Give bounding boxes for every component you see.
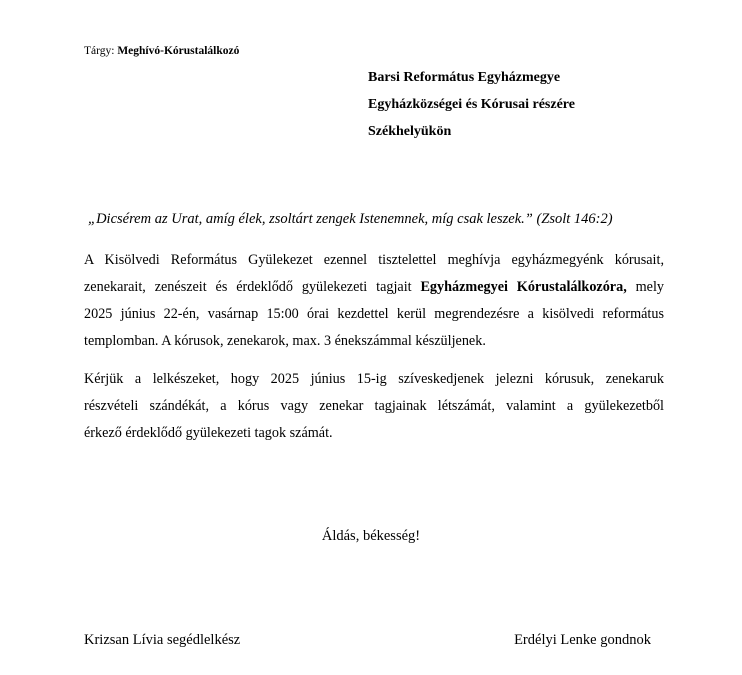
paragraph2-line-2: részvételi szándékát, a kórus vagy zenekar tagjainak létszámát, valamint a gyülekezetből [84,398,664,414]
subject-label: Tárgy: [84,45,118,57]
recipient-line-3: Székhelyükön [368,124,452,139]
paragraph1-line-3: 2025 június 22-én, vasárnap 15:00 órai kezdettel kerül megrendezésre a kisölvedi református [84,306,664,322]
paragraph2-line-3: érkező érdeklődő gyülekezeti tagok számát. [84,425,333,441]
blessing: Áldás, békesség! [321,528,421,544]
recipient-line-2: Egyházközségei és Kórusai részére [368,97,575,112]
invitation-paragraph [84,247,664,355]
paragraph1-line-1: A Kisölvedi Református Gyülekezet ezennel tisztelettel meghívja egyházmegyénk kórusait, [84,252,664,268]
paragraph1-line-2-end: mely [626,279,664,295]
subject-line [84,45,239,57]
request-paragraph [84,366,664,447]
signature-left: Krizsan Lívia segédlelkész [84,632,241,648]
paragraph1-line-4: templomban. A kórusok, zenekarok, max. 3 énekszámmal készüljenek. [84,333,486,349]
paragraph1-line-2 [84,274,664,301]
paragraph1-line-2-start: zenekarait, zenészeit és érdeklődő gyülekezeti tagjait [84,279,421,295]
recipient-block [368,64,575,145]
bible-quote: „Dicsérem az Urat, amíg élek, zsoltárt zengek Istenemnek, míg csak leszek.” (Zsolt 146:2) [88,211,613,227]
event-name: Egyházmegyei Kórustalálkozóra, [420,279,627,295]
signature-right: Erdélyi Lenke gondnok [514,632,651,648]
paragraph2-line-1: Kérjük a lelkészeket, hogy 2025 június 15-ig szíveskedjenek jelezni kórusuk, zenekaruk [84,371,664,387]
recipient-line-1: Barsi Református Egyházmegye [368,70,561,85]
subject-value: Meghívó-Kórustalálkozó [117,45,240,57]
